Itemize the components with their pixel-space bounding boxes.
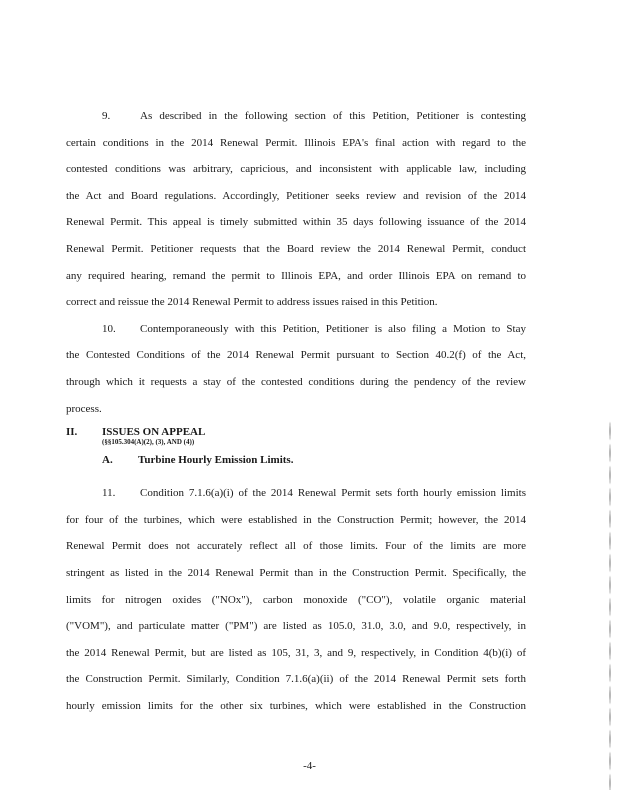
paragraph-line: 10. Contemporaneously with this Petition, Petitioner is also filing a Motion to Stay — [66, 316, 526, 343]
paragraph-line: ("VOM"), and particulate matter ("PM") are listed as 105.0, 31.0, 3.0, and 9.0, respectively, in — [66, 620, 526, 633]
paragraph-line: correct and reissue the 2014 Renewal Permit to address issues raised in this Petition. — [66, 296, 438, 309]
paragraph-line: Renewal Permit. This appeal is timely submitted within 35 days following issuance of the 2014 — [66, 216, 526, 229]
paragraph-10 — [66, 316, 526, 422]
paragraph-line: for four of the turbines, which were established in the Construction Permit; however, the 2014 — [66, 513, 526, 526]
paragraph-11 — [66, 480, 526, 719]
paragraph-9 — [66, 103, 526, 316]
paragraph-line: Renewal Permit does not accurately reflect all of those limits. Four of the limits are more — [66, 540, 526, 553]
paragraph-line: through which it requests a stay of the contested conditions during the pendency of the review — [66, 375, 526, 388]
section-number: II. — [66, 426, 78, 439]
paragraph-line: 9. As described in the following section of this Petition, Petitioner is contesting — [66, 103, 526, 130]
scan-artifact-margin-dots — [609, 420, 611, 790]
page-number: -4- — [303, 760, 316, 772]
paragraph-line: process. — [66, 402, 102, 415]
paragraph-line: the Construction Permit. Similarly, Condition 7.1.6(a)(ii) of the 2014 Renewal Permit sets forth — [66, 673, 526, 686]
subheading-letter: A. — [102, 454, 113, 467]
paragraph-line: the Contested Conditions of the 2014 Renewal Permit pursuant to Section 40.2(f) of the Act, — [66, 349, 526, 362]
paragraph-line: contested conditions was arbitrary, capricious, and inconsistent with applicable law, including — [66, 163, 526, 176]
scan-artifact-dots — [6, 97, 613, 99]
paragraph-line: limits for nitrogen oxides ("NOx"), carbon monoxide ("CO"), volatile organic material — [66, 593, 526, 606]
paragraph-line: stringent as listed in the 2014 Renewal Permit than in the Construction Permit. Specifically, the — [66, 566, 526, 579]
paragraph-line: hourly emission limits for the other six turbines, which were established in the Construction — [66, 699, 526, 712]
subheading — [66, 454, 526, 480]
paragraph-line: certain conditions in the 2014 Renewal Permit. Illinois EPA's final action with regard to the — [66, 136, 526, 149]
paragraph-number: 11. — [102, 487, 116, 500]
paragraph-number: 10. — [102, 322, 116, 335]
section-title: ISSUES ON APPEAL — [102, 426, 206, 439]
paragraph-line: Renewal Permit. Petitioner requests that the Board review the 2014 Renewal Permit, conduct — [66, 242, 526, 255]
section-heading — [66, 426, 526, 448]
paragraph-line: 11. Condition 7.1.6(a)(i) of the 2014 Renewal Permit sets forth hourly emission limits — [66, 480, 526, 507]
paragraph-number: 9. — [102, 110, 111, 122]
section-citation: (§§105.304(A)(2), (3), AND (4)) — [102, 438, 195, 447]
paragraph-line: any required hearing, remand the permit to Illinois EPA, and order Illinois EPA on remand to — [66, 269, 526, 282]
subheading-title: Turbine Hourly Emission Limits. — [138, 454, 294, 467]
paragraph-line: the Act and Board regulations. Accordingly, Petitioner seeks review and revision of the 2014 — [66, 189, 526, 202]
document-body — [66, 103, 526, 719]
paragraph-line: the 2014 Renewal Permit, but are listed as 105, 31, 3, and 9, respectively, in Condition 4(b)(i) of — [66, 646, 526, 659]
